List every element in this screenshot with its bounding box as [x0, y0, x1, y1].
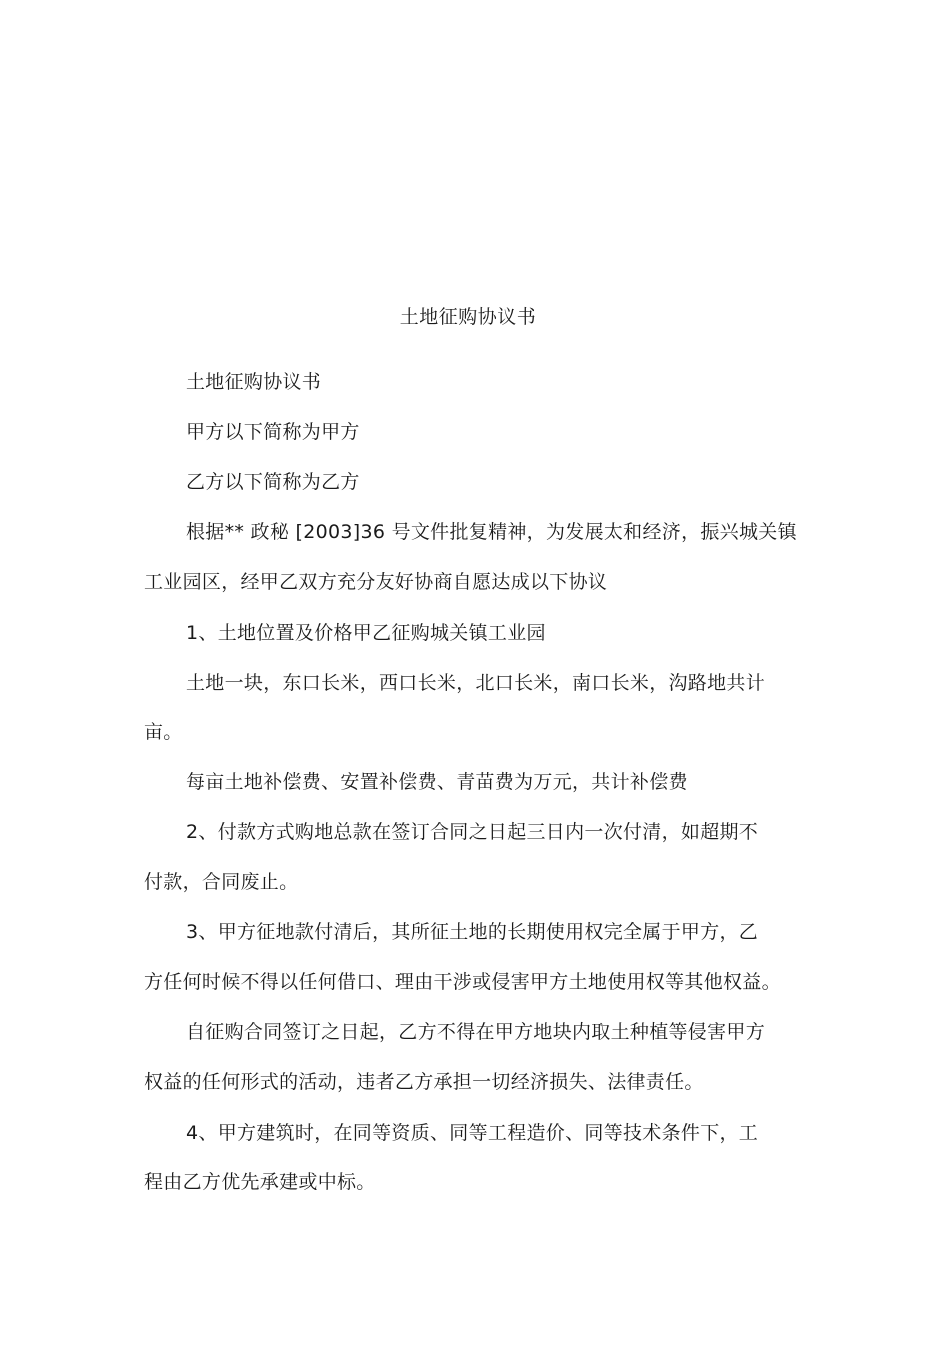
clause-1-line-2: 土地一块，东口长米，西口长米，北口长米，南口长米，沟路地共计: [186, 672, 766, 694]
clause-3-line-2: 方任何时候不得以任何借口、理由干涉或侵害甲方土地使用权等其他权益。: [144, 971, 781, 993]
document-title: 土地征购协议书: [399, 306, 537, 328]
clause-1-line-3: 亩。: [144, 721, 183, 743]
basis-line-1: 根据** 政秘 [2003]36 号文件批复精神，为发展太和经济，振兴城关镇: [186, 521, 797, 543]
compensation-line: 每亩土地补偿费、安置补偿费、青苗费为万元，共计补偿费: [186, 771, 688, 793]
clause-2-line-2: 付款，合同废止。: [144, 871, 299, 893]
party-b-line: 乙方以下简称为乙方: [186, 471, 360, 493]
basis-line-2: 工业园区，经甲乙双方充分友好协商自愿达成以下协议: [144, 571, 608, 593]
heading-line: 土地征购协议书: [186, 371, 322, 393]
clause-4-line-1: 4、甲方建筑时，在同等资质、同等工程造价、同等技术条件下，工: [186, 1122, 759, 1144]
clause-3-line-1: 3、甲方征地款付清后，其所征土地的长期使用权完全属于甲方，乙: [186, 921, 759, 943]
clause-3-line-3: 自征购合同签订之日起，乙方不得在甲方地块内取土种植等侵害甲方: [186, 1021, 766, 1043]
clause-4-line-2: 程由乙方优先承建或中标。: [144, 1171, 376, 1193]
clause-3-line-4: 权益的任何形式的活动，违者乙方承担一切经济损失、法律责任。: [144, 1071, 704, 1093]
clause-2-line-1: 2、付款方式购地总款在签订合同之日起三日内一次付清，如超期不: [186, 821, 759, 843]
party-a-line: 甲方以下简称为甲方: [186, 421, 360, 443]
clause-1-line-1: 1、土地位置及价格甲乙征购城关镇工业园: [186, 622, 546, 644]
